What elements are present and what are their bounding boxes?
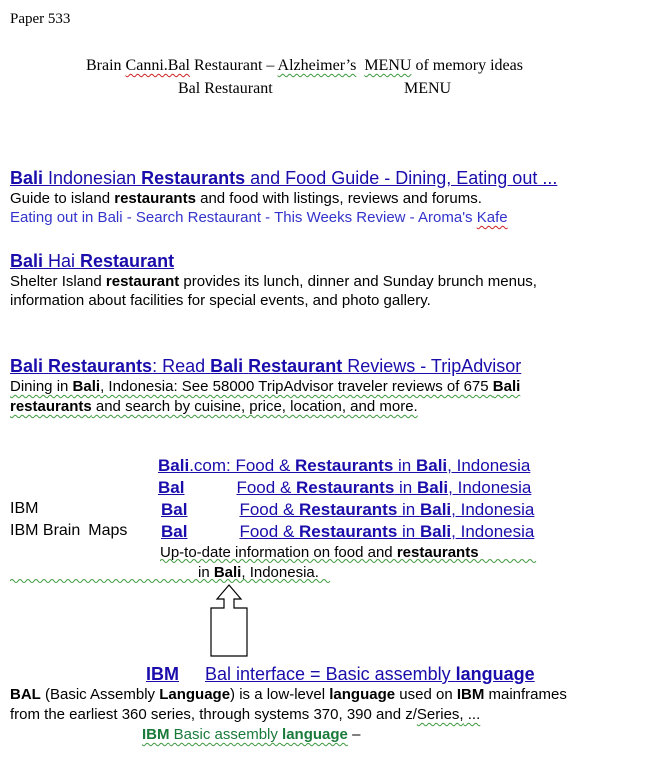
result-1-title-link[interactable] [10,168,557,189]
title-part: in [394,478,417,497]
block-5-green-url[interactable] [142,726,360,743]
snippet-part: Bali [492,378,521,395]
snippet-part: used on [395,686,457,703]
heading-part [356,57,360,74]
snippet-part: provides its lunch, dinner and Sunday brunch menus, [179,273,537,290]
title-part: Reviews - TripAdvisor [342,356,522,376]
snippet-part: ... [463,706,481,723]
result-2-snippet-line-1 [10,273,537,290]
block-5-snippet-line-2 [10,706,480,723]
snippet-part: restaurants [10,398,92,415]
snippet-part: and food with listings, reviews and forums. [195,190,482,207]
title-part: Food & [239,500,300,519]
left-label-ibm: IBM [10,500,39,517]
sitelink-search-restaurant[interactable]: Search Restaurant [135,209,261,226]
snippet-part: in [198,564,214,581]
title-part: Bali [419,500,452,519]
block-4-title-link-3[interactable] [161,500,534,520]
document-heading [86,57,523,75]
title-part: Bali [415,456,448,475]
block-5-title-link[interactable] [146,664,535,685]
heading-part: Brain [86,57,126,74]
snippet-part: restaurants [396,544,479,561]
snippet-part: IBM [456,686,485,703]
sitelink-separator: - [122,209,136,226]
title-part: , Indonesia [451,522,535,541]
sitelink-weeks-review[interactable]: This Weeks Review [274,209,406,226]
title-part: Bali [419,522,452,541]
title-part: , Indonesia [448,478,532,497]
title-part: Bali [416,478,449,497]
sitelink-separator: - [261,209,275,226]
url-part: IBM [142,726,170,743]
title-part: in [393,456,416,475]
title-part: Restaurant [80,251,175,271]
snippet-part: , Indonesia: See 58000 TripAdvisor traveler reviews of 675 [100,378,493,395]
result-3-title-link[interactable] [10,356,521,377]
snippet-part: , Indonesia. [241,564,319,581]
title-part: Bali [10,168,44,188]
title-part: Restaurants [299,522,398,541]
result-1-sitelinks [10,209,508,226]
sitelink-eating-out[interactable]: Eating out in Bali [10,209,123,226]
title-part: Food & [236,478,297,497]
snippet-part: (Basic Assembly [40,686,160,703]
snippet-part: Bali [213,564,242,581]
title-part: Hai [43,251,81,271]
title-part: IBM [146,664,179,684]
title-part: Bal [158,478,185,497]
result-2-title-link[interactable] [10,251,174,272]
title-part: Bali [10,251,44,271]
title-part: , Indonesia [447,456,531,475]
heading-part: Restaurant – [189,57,278,74]
title-part: Restaurants [295,456,394,475]
snippet-part: Language [159,686,231,703]
paper-label: Paper 533 [10,11,71,27]
snippet-part: restaurants [114,190,196,207]
title-part: Bali [210,356,244,376]
snippet-part: language [329,686,396,703]
result-3-snippet-line-1 [10,378,520,395]
url-part: Basic assembly [169,726,283,743]
block-4-title-link-1[interactable] [158,456,530,476]
title-part: Indonesian [43,168,142,188]
left-label-ibm-brain-maps [10,522,127,540]
heading-part-menu: MENU [364,57,412,74]
snippet-part: mainframes [484,686,567,703]
sitelink-kafe[interactable]: Kafe [476,209,508,226]
sitelink-aromas[interactable]: Aroma's [418,209,477,226]
result-3-snippet-line-2 [10,398,418,415]
title-part: Bal [161,500,188,519]
title-part: : Read [152,356,211,376]
snippet-part: Series, [416,706,464,723]
title-part: language [455,664,535,684]
snippet-part: BAL [10,686,41,703]
title-part: Restaurants [48,356,153,376]
label-part: IBM [10,522,39,539]
snippet-part: ) is a low-level [230,686,330,703]
title-part: Restaurants [299,500,398,519]
block-4-title-link-2[interactable] [158,478,531,498]
title-part: Restaurants [296,478,395,497]
title-part: in [397,522,420,541]
label-part: Maps [88,522,128,539]
title-part: in [397,500,420,519]
snippet-part: Bali [72,378,101,395]
grammar-squiggle [10,578,334,584]
url-part: language [282,726,348,743]
title-part: , Indonesia [451,500,535,519]
title-part: Bal [161,522,188,541]
result-1-snippet [10,190,482,207]
label-part: Brain [38,522,81,539]
snippet-part: and search by cuisine, price, location, and more. [91,398,418,415]
snippet-part: Shelter Island [10,273,106,290]
block-4-title-link-4[interactable] [161,522,534,542]
heading-line-2-menu: MENU [404,80,452,97]
url-part: – [347,726,361,743]
title-part: Bali [10,356,44,376]
snippet-part: Dining in [10,378,73,395]
up-arrow-icon [208,584,250,658]
result-2-snippet-line-2: information about facilities for special events, and photo gallery. [10,292,431,309]
title-part: and Food Guide - Dining, Eating out ... [245,168,558,188]
title-part: Food & [239,522,300,541]
block-5-snippet-line-1 [10,686,567,703]
sitelink-separator: - [405,209,419,226]
title-part: Bal interface = Basic assembly [205,664,456,684]
heading-part-alzheimers: Alzheimer’s [277,57,357,74]
snippet-part: from the earliest 360 series, through systems 370, 390 and z/ [10,706,417,723]
snippet-part: Guide to island [10,190,115,207]
heading-part-canni-bal: Canni.Bal [125,57,190,74]
title-part: Restaurant [248,356,343,376]
heading-part: of memory ideas [411,57,523,74]
title-part: Bali [158,456,190,475]
snippet-part: Up-to-date information on food and [160,544,397,561]
title-part: Restaurants [141,168,246,188]
heading-line-2: Bal Restaurant [178,80,273,97]
snippet-part: restaurant [105,273,180,290]
title-part: .com: Food & [189,456,296,475]
